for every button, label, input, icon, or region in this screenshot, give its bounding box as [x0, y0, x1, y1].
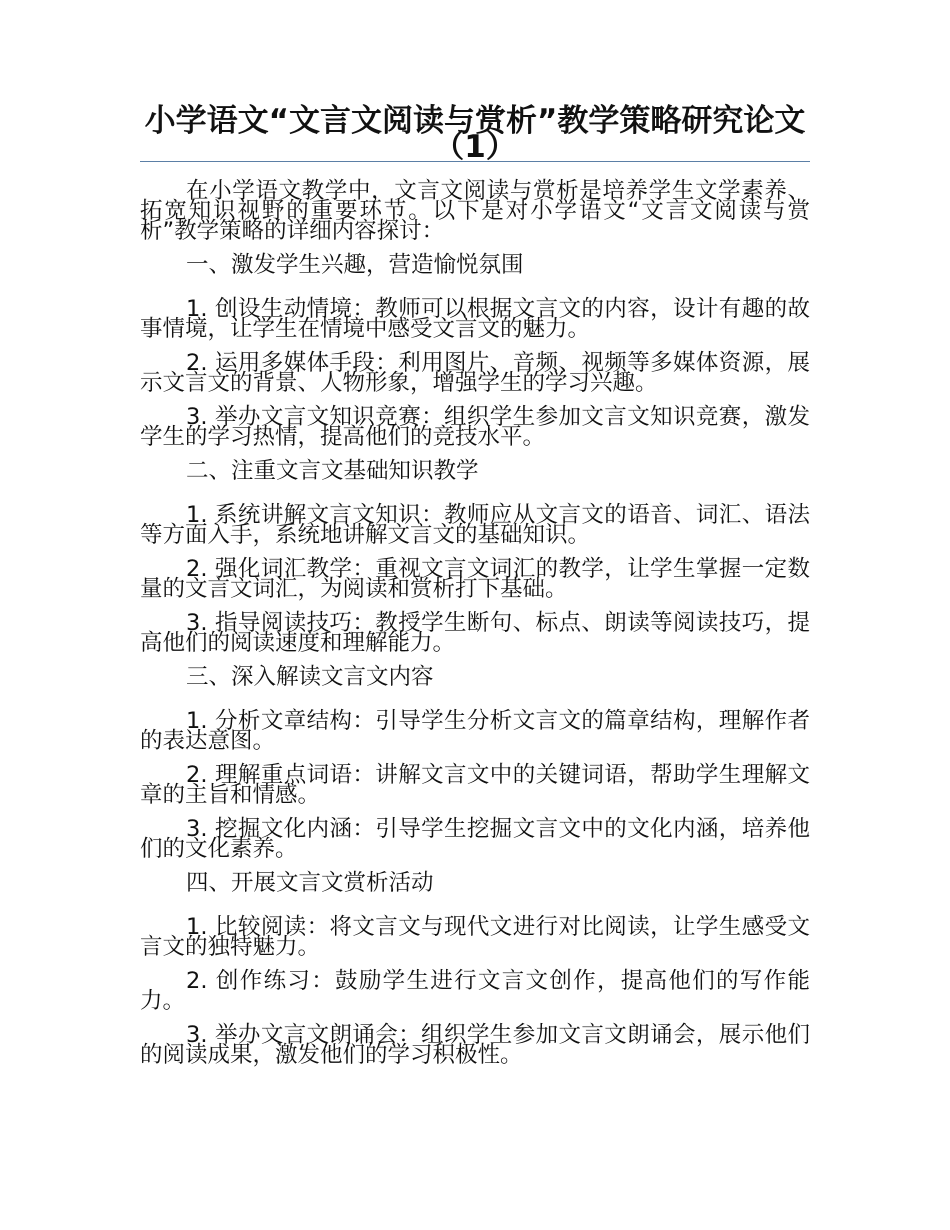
document-body	[140, 178, 810, 1079]
section-heading-4: 四、开展文言文赏析活动	[186, 870, 434, 896]
title-divider	[140, 161, 810, 162]
paragraph: 3. 举办文言文朗诵会：组织学生参加文言文朗诵会，展示他们的阅读成果，激发他们的学习积极性。	[140, 1022, 810, 1068]
paragraph: 3. 指导阅读技巧：教授学生断句、标点、朗读等阅读技巧，提高他们的阅读速度和理解能力。	[140, 610, 810, 656]
paragraph: 3. 举办文言文知识竞赛：组织学生参加文言文知识竞赛，激发学生的学习热情，提高他们的竞技水平。	[140, 404, 810, 450]
paragraph: 2. 创作练习：鼓励学生进行文言文创作，提高他们的写作能力。	[140, 968, 810, 1014]
paragraph: 2. 理解重点词语：讲解文言文中的关键词语，帮助学生理解文章的主旨和情感。	[140, 762, 810, 808]
paragraph: 2. 运用多媒体手段：利用图片、音频、视频等多媒体资源，展示文言文的背景、人物形象，增强学生的学习兴趣。	[140, 350, 810, 396]
paragraph: 1. 系统讲解文言文知识：教师应从文言文的语音、词汇、语法等方面入手，系统地讲解文言文的基础知识。	[140, 502, 810, 548]
paragraph: 1. 比较阅读：将文言文与现代文进行对比阅读，让学生感受文言文的独特魅力。	[140, 914, 810, 960]
paragraph: 1. 分析文章结构：引导学生分析文言文的篇章结构，理解作者的表达意图。	[140, 708, 810, 754]
section-heading-2: 二、注重文言文基础知识教学	[186, 458, 479, 484]
intro-paragraph: 在小学语文教学中，文言文阅读与赏析是培养学生文学素养、拓宽知识视野的重要环节。以下是对小学语文“文言文阅读与赏析”教学策略的详细内容探讨：	[140, 178, 810, 244]
paragraph: 1. 创设生动情境：教师可以根据文言文的内容，设计有趣的故事情境，让学生在情境中感受文言文的魅力。	[140, 296, 810, 342]
document-title: 小学语文“文言文阅读与赏析”教学策略研究论文（1）	[144, 103, 806, 165]
paragraph: 3. 挖掘文化内涵：引导学生挖掘文言文中的文化内涵，培养他们的文化素养。	[140, 816, 810, 862]
paragraph: 2. 强化词汇教学：重视文言文词汇的教学，让学生掌握一定数量的文言文词汇，为阅读和赏析打下基础。	[140, 556, 810, 602]
section-heading-1: 一、激发学生兴趣，营造愉悦氛围	[186, 252, 524, 278]
section-heading-3: 三、深入解读文言文内容	[186, 664, 434, 690]
